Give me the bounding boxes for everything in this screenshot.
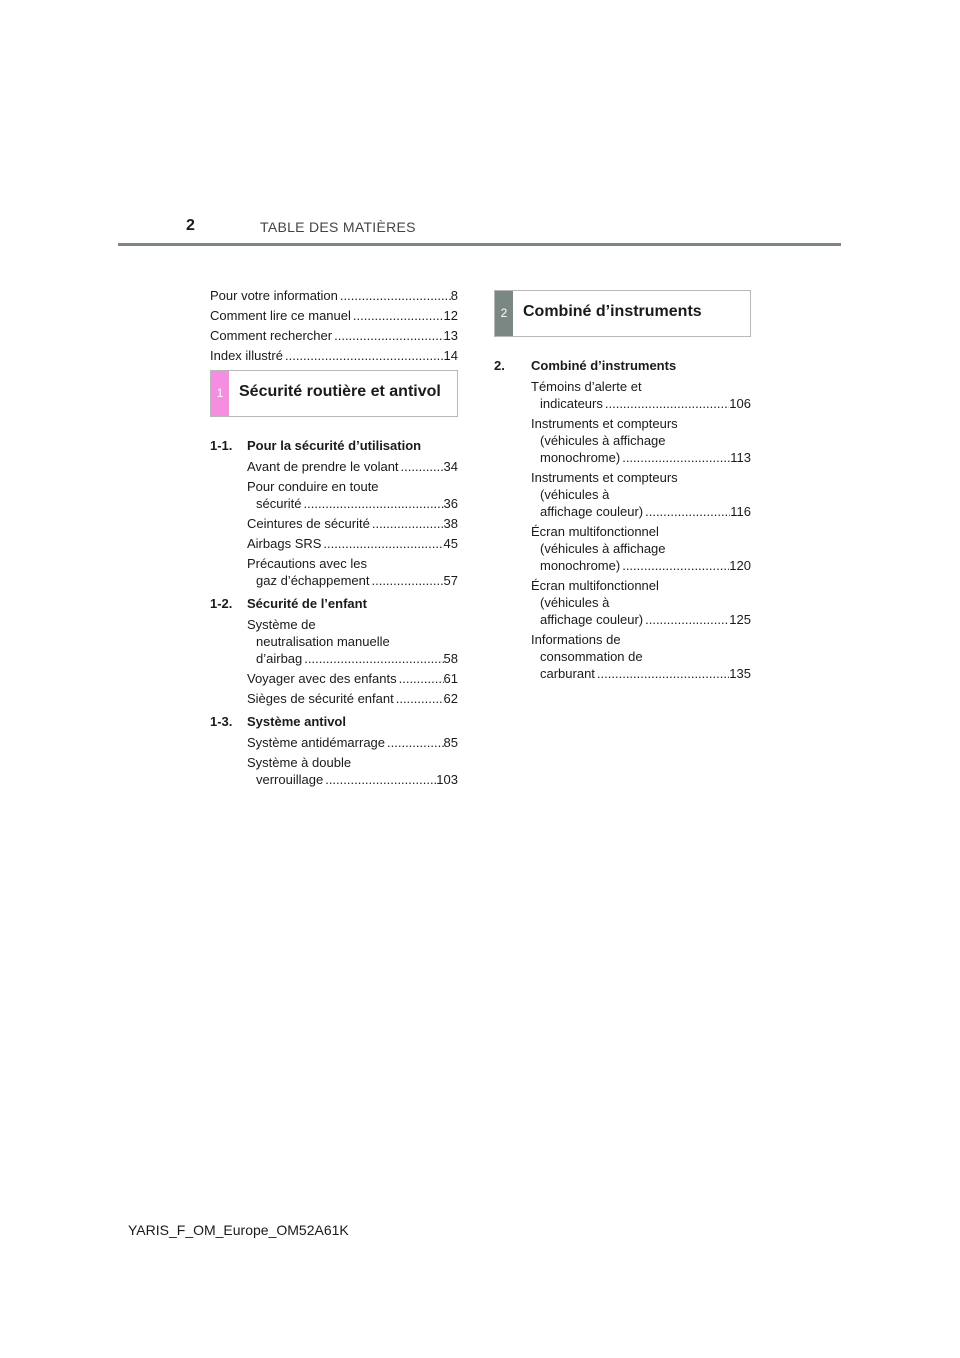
toc-entry[interactable] bbox=[247, 555, 458, 589]
intro-list bbox=[210, 287, 458, 364]
section-2-box[interactable] bbox=[494, 290, 751, 337]
group-heading[interactable] bbox=[210, 595, 458, 612]
dot-leader bbox=[620, 557, 729, 574]
header-rule bbox=[118, 243, 841, 246]
dot-leader bbox=[351, 307, 444, 324]
toc-entry[interactable] bbox=[531, 523, 751, 574]
entry-title: affichage couleur) bbox=[540, 612, 644, 627]
toc-right-column bbox=[494, 290, 751, 688]
entry-last-line bbox=[247, 495, 458, 512]
section-2-title: Combiné d’instruments bbox=[523, 303, 702, 320]
entry-last-line bbox=[531, 503, 751, 520]
group-title-text: Sécurité de l’enfant bbox=[247, 596, 367, 611]
entry-title: affichage couleur) bbox=[540, 504, 644, 519]
entry-page: 135 bbox=[729, 666, 751, 681]
entry-title: Airbags SRS bbox=[247, 536, 322, 551]
toc-entry[interactable] bbox=[247, 458, 458, 475]
entry-title: Comment lire ce manuel bbox=[210, 308, 351, 323]
entry-line: Informations de bbox=[531, 632, 621, 647]
group-title-text: Combiné d’instruments bbox=[531, 358, 677, 373]
entry-page: 61 bbox=[443, 671, 458, 686]
entry-last-line bbox=[247, 572, 458, 589]
entry-page: 36 bbox=[443, 496, 458, 511]
dot-leader bbox=[643, 611, 729, 628]
entry-page: 38 bbox=[443, 516, 458, 531]
entry-title: Index illustré bbox=[210, 348, 283, 363]
entry-title: gaz d’échappement bbox=[256, 573, 370, 588]
entry-title: monochrome) bbox=[540, 558, 621, 573]
toc-entry[interactable] bbox=[247, 754, 458, 788]
footer-code: YARIS_F_OM_Europe_OM52A61K bbox=[128, 1222, 349, 1238]
entry-last-line bbox=[247, 515, 458, 532]
toc-entry[interactable] bbox=[210, 307, 458, 324]
section-1-title: Sécurité routière et antivol bbox=[239, 383, 441, 400]
page-number: 2 bbox=[186, 217, 195, 234]
group-heading[interactable] bbox=[210, 713, 458, 730]
dot-leader bbox=[385, 734, 444, 751]
entry-page: 34 bbox=[443, 459, 458, 474]
entry-page: 85 bbox=[443, 735, 458, 750]
entry-page: 113 bbox=[730, 450, 751, 465]
toc-group bbox=[210, 437, 458, 589]
toc-entry[interactable] bbox=[210, 347, 458, 364]
entry-last-line bbox=[531, 449, 751, 466]
entry-page: 8 bbox=[450, 288, 458, 303]
entry-line: Instruments et compteurs bbox=[531, 470, 678, 485]
entry-title: carburant bbox=[540, 666, 595, 681]
entry-page: 125 bbox=[729, 612, 751, 627]
dot-leader bbox=[370, 515, 444, 532]
dot-leader bbox=[338, 287, 451, 304]
dot-leader bbox=[620, 449, 730, 466]
section-2-tab: 2 bbox=[495, 291, 513, 336]
toc-group bbox=[210, 595, 458, 707]
entry-page: 45 bbox=[443, 536, 458, 551]
toc-group bbox=[210, 713, 458, 788]
right-groups bbox=[494, 357, 751, 682]
entry-line: (véhicules à bbox=[540, 487, 610, 502]
toc-entry[interactable] bbox=[247, 616, 458, 667]
header-title: TABLE DES MATIÈRES bbox=[260, 219, 416, 235]
section-1-tab: 1 bbox=[211, 371, 229, 416]
toc-entry[interactable] bbox=[247, 734, 458, 751]
dot-leader bbox=[321, 535, 443, 552]
dot-leader bbox=[643, 503, 730, 520]
toc-entry[interactable] bbox=[247, 515, 458, 532]
dot-leader bbox=[332, 327, 443, 344]
entry-line: Écran multifonctionnel bbox=[531, 524, 659, 539]
entry-page: 103 bbox=[436, 772, 458, 787]
group-title-text: Système antivol bbox=[247, 714, 346, 729]
entry-line: Précautions avec les bbox=[247, 556, 367, 571]
entry-line: (véhicules à affichage bbox=[540, 433, 666, 448]
dot-leader bbox=[595, 665, 729, 682]
entry-line: (véhicules à bbox=[540, 595, 610, 610]
entry-page: 14 bbox=[443, 348, 458, 363]
entry-line: Écran multifonctionnel bbox=[531, 578, 659, 593]
toc-entry[interactable] bbox=[210, 327, 458, 344]
group-title-text: Pour la sécurité d’utilisation bbox=[247, 438, 422, 453]
group-code: 1-1. bbox=[210, 438, 233, 453]
entry-last-line bbox=[531, 395, 751, 412]
entry-line: Système à double bbox=[247, 755, 352, 770]
dot-leader bbox=[603, 395, 729, 412]
toc-entry[interactable] bbox=[531, 577, 751, 628]
entry-title: Ceintures de sécurité bbox=[247, 516, 370, 531]
dot-leader bbox=[302, 495, 444, 512]
group-heading[interactable] bbox=[494, 357, 751, 374]
entry-last-line bbox=[247, 734, 458, 751]
toc-entry[interactable] bbox=[531, 378, 751, 412]
entry-line: Pour conduire en toute bbox=[247, 479, 379, 494]
entry-title: d’airbag bbox=[256, 651, 303, 666]
toc-group bbox=[494, 357, 751, 682]
entry-line: neutralisation manuelle bbox=[256, 634, 390, 649]
entry-last-line bbox=[247, 690, 458, 707]
group-code: 1-2. bbox=[210, 596, 233, 611]
toc-entry[interactable] bbox=[247, 478, 458, 512]
entry-line: Témoins d’alerte et bbox=[531, 379, 642, 394]
entry-title: monochrome) bbox=[540, 450, 621, 465]
entry-last-line bbox=[247, 650, 458, 667]
dot-leader bbox=[399, 458, 444, 475]
entry-title: Pour votre information bbox=[210, 288, 338, 303]
entry-page: 13 bbox=[443, 328, 458, 343]
dot-leader bbox=[283, 347, 444, 364]
entry-last-line bbox=[247, 458, 458, 475]
group-heading[interactable] bbox=[210, 437, 458, 454]
entry-last-line bbox=[247, 771, 458, 788]
dot-leader bbox=[369, 572, 443, 589]
entry-line: Système de bbox=[247, 617, 316, 632]
entry-line: (véhicules à affichage bbox=[540, 541, 666, 556]
entry-title: Sièges de sécurité enfant bbox=[247, 691, 394, 706]
toc-entry[interactable] bbox=[247, 535, 458, 552]
group-code: 1-3. bbox=[210, 714, 233, 729]
entry-page: 58 bbox=[443, 651, 458, 666]
entry-line: Instruments et compteurs bbox=[531, 416, 678, 431]
dot-leader bbox=[302, 650, 443, 667]
left-groups bbox=[210, 437, 458, 788]
entry-title: Avant de prendre le volant bbox=[247, 459, 399, 474]
toc-entry[interactable] bbox=[531, 415, 751, 466]
dot-leader bbox=[394, 690, 444, 707]
toc-entry[interactable] bbox=[247, 670, 458, 687]
entry-page: 106 bbox=[729, 396, 751, 411]
entry-last-line bbox=[531, 557, 751, 574]
toc-left-column bbox=[210, 287, 458, 794]
entry-title: verrouillage bbox=[256, 772, 324, 787]
group-code: 2. bbox=[494, 358, 505, 373]
entry-title: Comment rechercher bbox=[210, 328, 333, 343]
entry-last-line bbox=[531, 611, 751, 628]
entry-title: Voyager avec des enfants bbox=[247, 671, 397, 686]
entry-page: 62 bbox=[443, 691, 458, 706]
entry-line: consommation de bbox=[540, 649, 643, 664]
section-1-box[interactable] bbox=[210, 370, 458, 417]
entry-last-line bbox=[247, 670, 458, 687]
entry-page: 116 bbox=[730, 504, 751, 519]
toc-entry[interactable] bbox=[531, 631, 751, 682]
dot-leader bbox=[323, 771, 436, 788]
entry-page: 57 bbox=[443, 573, 458, 588]
entry-last-line bbox=[247, 535, 458, 552]
dot-leader bbox=[397, 670, 444, 687]
entry-title: Système antidémarrage bbox=[247, 735, 386, 750]
entry-title: sécurité bbox=[256, 496, 302, 511]
entry-page: 12 bbox=[443, 308, 458, 323]
toc-entry[interactable] bbox=[210, 287, 458, 304]
entry-title: indicateurs bbox=[540, 396, 603, 411]
toc-entry[interactable] bbox=[531, 469, 751, 520]
toc-entry[interactable] bbox=[247, 690, 458, 707]
entry-last-line bbox=[531, 665, 751, 682]
entry-page: 120 bbox=[729, 558, 751, 573]
